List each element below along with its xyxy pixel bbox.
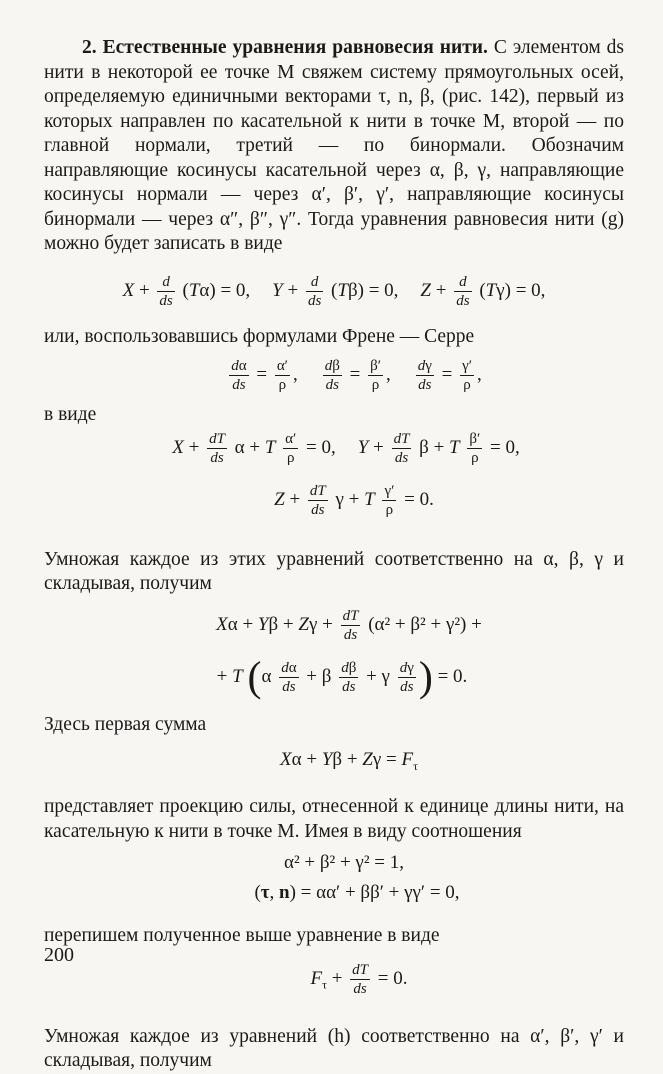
unit-norm-identity: α² + β² + γ² = 1,	[283, 852, 404, 873]
expanded-equations-xy: X + $\frac{dT}{ds}$ α + T $\frac{\alpha'}{\rho}$ = 0, Y + $\frac{dT}{ds}$ β + T $\frac{\beta'}{\rho}$ = 0,	[172, 430, 520, 466]
equilibrium-equations: X + $\frac{d}{ds}$ (Tα) = 0, Y + $\frac{d}{ds}$ (Tβ) = 0, Z + $\frac{d}{ds}$ (Tγ) = 0,	[122, 273, 546, 309]
frenet-lead: или, воспользовавшись формулами Френе — Серре	[44, 325, 475, 347]
in-form-text: в виде	[44, 404, 97, 425]
orthogonality-identity: (τ, n) = αα′ + ββ′ + γγ′ = 0,	[254, 882, 460, 903]
combined-equation-line1: Xα + Yβ + Zγ + $\frac{dT}{ds}$ (α² + β² + γ²) +	[216, 607, 482, 643]
section-number: 2.	[82, 37, 97, 58]
expanded-equation-z: Z + $\frac{dT}{ds}$ γ + T $\frac{\gamma'}{\rho}$ = 0.	[274, 482, 434, 518]
page-number: 200	[44, 944, 74, 966]
reduced-equation: $F_\tau$ + $\frac{dT}{ds}$ = 0.	[310, 961, 408, 997]
combined-equation-line2: + T (α $\frac{d\alpha}{ds}$ + β $\frac{d\beta}{ds}$ + γ $\frac{d\gamma}{ds}$ ) = 0.	[216, 654, 468, 700]
section-paragraph	[44, 36, 624, 257]
first-sum-text: Здесь первая сумма	[44, 713, 207, 735]
intro-text: С элементом ds нити в некоторой ее точке M свяжем систему прямоугольных осей, определяемую единичными векторами τ, n, β, (рис. 142), первый из которых направлен по касательной к нити в точке M, второй — по главной нормали, третий — по бинормали. Обозначим направляющие косинусы касательной через α, β, γ, направляющие косинусы нормали — через α′, β′, γ′, направляющие косинусы бинормали — через α″, β″, γ″. Тогда уравнения равновесия нити (g) можно будет записать в виде	[44, 37, 624, 254]
multiply-paragraph-2: Умножая каждое из уравнений (h) соответственно на α′, β′, γ′ и складывая, получим	[44, 1025, 624, 1071]
section-title: Естественные уравнения равновесия нити.	[102, 37, 488, 58]
projection-paragraph: представляет проекцию силы, отнесенной к единице длины нити, на касательную к нити в точке M. Имея в виду соотношения	[44, 796, 624, 842]
multiply-paragraph-1: Умножая каждое из этих уравнений соответственно на α, β, γ и складывая, получим	[44, 548, 624, 594]
tangential-force-equation: $X\alpha + Y\beta + Z\gamma = F_\tau$	[280, 749, 418, 773]
frenet-serret-formulas: $\frac{d\alpha}{ds}$ = $\frac{\alpha'}{\rho}$ , $\frac{d\beta}{ds}$ = $\frac{\beta'}{\rho}$ , $\frac{d\gamma}{ds}$ = $\frac{\gamma'}{\rho}$ ,	[231, 358, 482, 393]
rewrite-text: перепишем полученное выше уравнение в виде	[44, 925, 440, 946]
page-content	[44, 36, 624, 1074]
